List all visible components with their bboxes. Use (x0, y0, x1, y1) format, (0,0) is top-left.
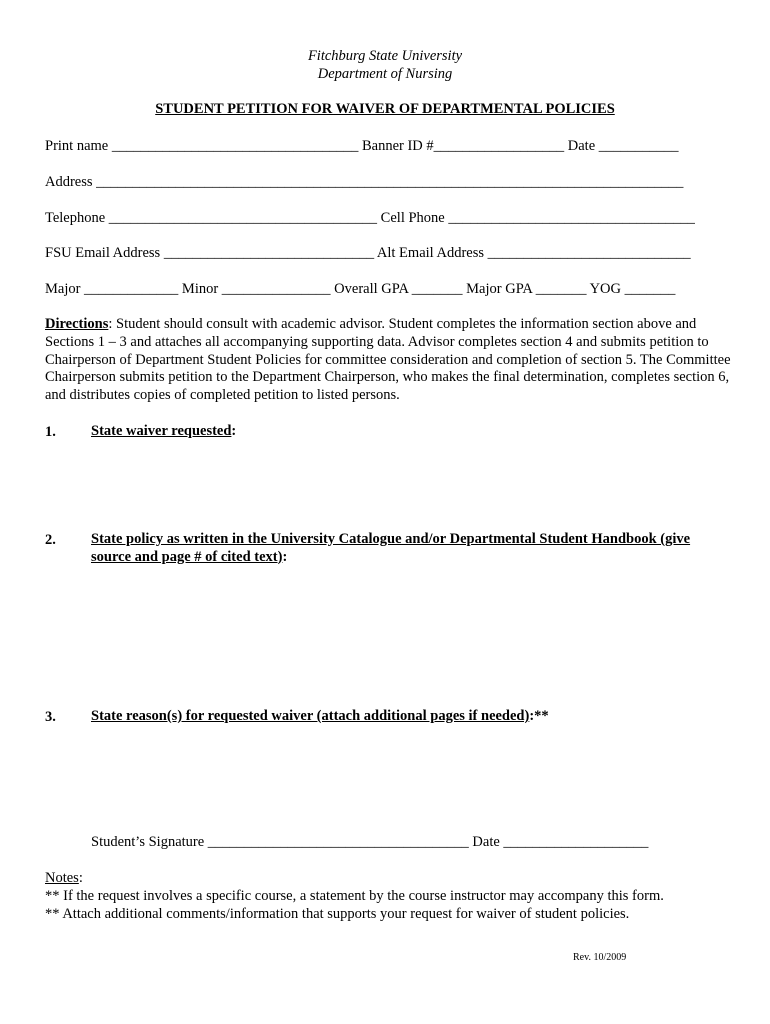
directions-paragraph (45, 316, 735, 405)
form-title: STUDENT PETITION FOR WAIVER OF DEPARTMENTAL POLICIES (155, 101, 615, 117)
section-3-suffix: :** (529, 708, 549, 724)
email-row[interactable]: FSU Email Address _____________________________ Alt Email Address ____________________________ (45, 245, 691, 261)
directions-label: Directions (45, 316, 109, 332)
section-3-text: State reason(s) for requested waiver (attach additional pages if needed) (91, 708, 530, 724)
telephone-row[interactable]: Telephone _____________________________________ Cell Phone __________________________________ (45, 210, 695, 226)
notes-suffix: : (78, 870, 83, 886)
section-1-text: State waiver requested (91, 423, 232, 439)
academic-info-row[interactable]: Major _____________ Minor _______________ Overall GPA _______ Major GPA _______ YOG _______ (45, 281, 676, 297)
note-item: ** If the request involves a specific course, a statement by the course instructor may accompany this form. (45, 888, 664, 904)
department-name: Department of Nursing (317, 66, 453, 82)
section-3-number: 3. (45, 709, 56, 725)
signature-date-row[interactable]: Student’s Signature ____________________________________ Date ____________________ (91, 834, 649, 850)
section-2-heading (91, 531, 731, 566)
section-2-suffix: : (282, 548, 288, 565)
section-2-number: 2. (45, 532, 56, 548)
section-1-suffix: : (231, 423, 237, 439)
section-1-heading (91, 423, 731, 441)
notes-heading (45, 869, 83, 887)
address-row[interactable]: Address _________________________________________________________________________________ (45, 174, 684, 190)
section-3-heading (91, 708, 731, 726)
section-2-text: State policy as written in the University Catalogue and/or Departmental Student Handbook (give source and page # of cited text) (91, 531, 691, 565)
directions-text: : Student should consult with academic advisor. Student completes the information section above and Sections 1 – 3 and attaches all accompanying supporting data. Advisor completes section 4 and submits petition to Chairperson of Department Student Policies for committee consideration and completion of section 5. The Committee Chairperson submits petition to the Department Chairperson, who makes the final determination, completes section 6, and distributes copies of completed petition to listed persons. (45, 316, 731, 404)
revision-label: Rev. 10/2009 (573, 952, 627, 963)
name-id-date-row[interactable]: Print name __________________________________ Banner ID #__________________ Date ___________ (45, 138, 679, 154)
section-1-number: 1. (45, 424, 56, 440)
note-item: ** Attach additional comments/information that supports your request for waiver of student policies. (45, 906, 630, 922)
notes-label: Notes (45, 870, 79, 886)
university-name: Fitchburg State University (307, 48, 463, 64)
